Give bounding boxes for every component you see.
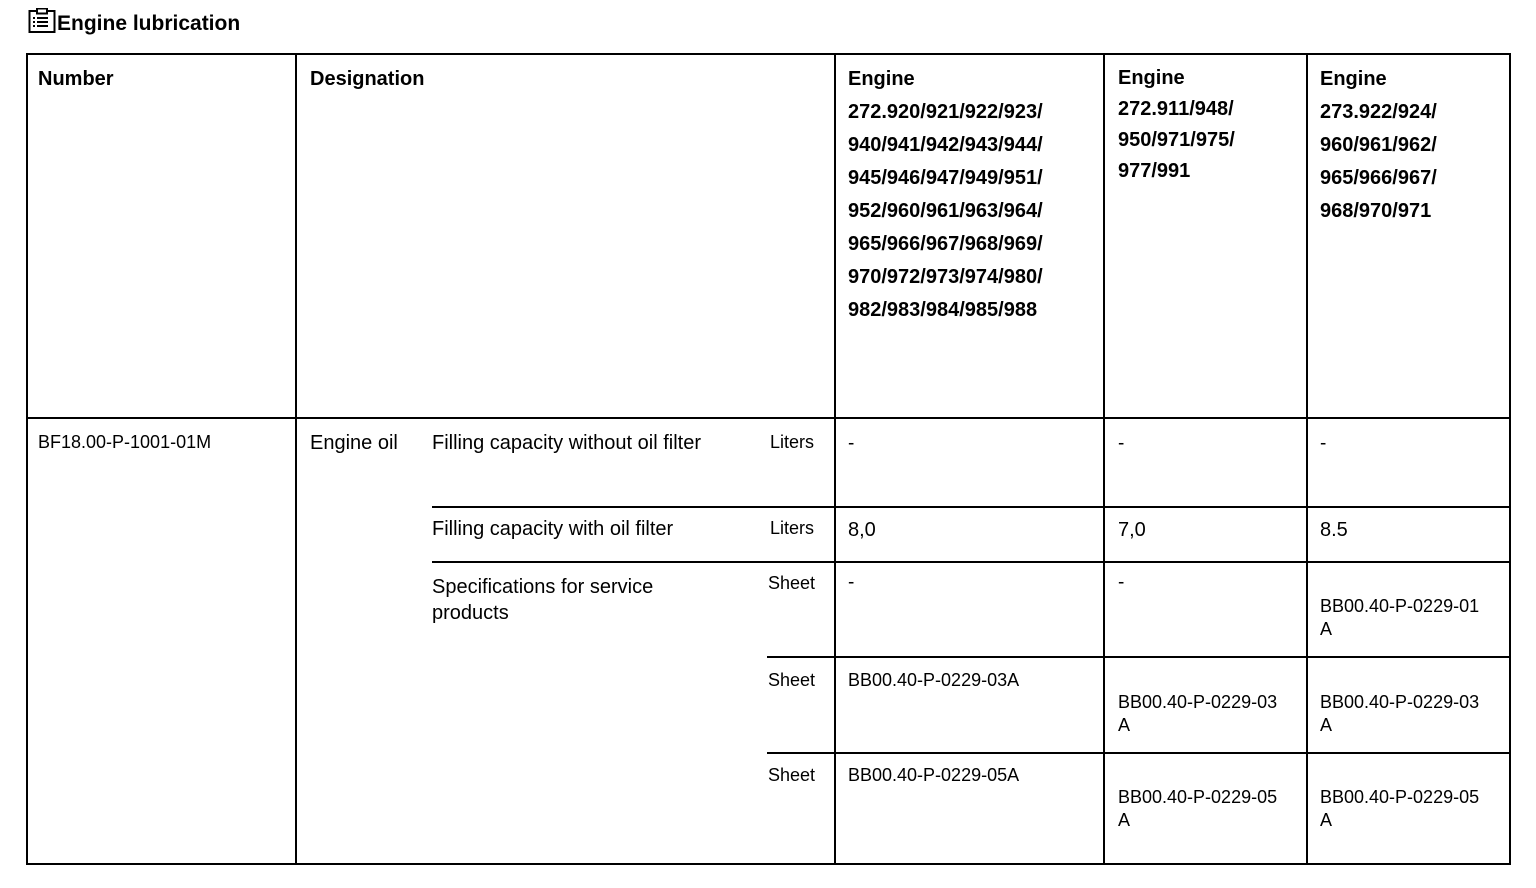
row-value-col3: 8.5 bbox=[1320, 519, 1348, 541]
group-label: Engine oil bbox=[310, 432, 398, 454]
column-divider bbox=[834, 53, 836, 865]
column-divider bbox=[1306, 53, 1308, 865]
row-value-col1: BB00.40-P-0229-05A bbox=[848, 765, 1020, 785]
document-number: BF18.00-P-1001-01M bbox=[38, 432, 212, 452]
header-engine-col3: Engine 273.922/924/ 960/961/962/ 965/966/967/ 968/970/971 bbox=[1320, 68, 1437, 222]
document-list-icon bbox=[28, 8, 56, 34]
row-value-col2: - bbox=[1118, 572, 1125, 593]
row-label: Filling capacity without oil filter bbox=[432, 432, 701, 454]
header-divider bbox=[26, 417, 1511, 419]
row-unit: Liters bbox=[770, 432, 815, 452]
row-value-col2: 7,0 bbox=[1118, 519, 1146, 541]
row-value-col1: BB00.40-P-0229-03A bbox=[848, 670, 1020, 690]
row-value-col3: BB00.40-P-0229-05 A bbox=[1320, 787, 1480, 830]
row-unit: Sheet bbox=[768, 573, 816, 593]
row-value-col2: - bbox=[1118, 433, 1125, 454]
header-engine-col1: Engine 272.920/921/922/923/ 940/941/942/943/944/ 945/946/947/949/951/ 952/960/961/963/964/ 965/966/967/968/969/ 970/972/973/974/980/ 982/983/984/985/988 bbox=[848, 68, 1043, 321]
table-border-right bbox=[1509, 53, 1511, 865]
row-divider bbox=[432, 561, 1511, 563]
row-unit: Sheet bbox=[768, 670, 816, 690]
row-divider bbox=[767, 752, 1511, 754]
row-value-col3: BB00.40-P-0229-01 A bbox=[1320, 596, 1480, 639]
row-value-col2: BB00.40-P-0229-05 A bbox=[1118, 787, 1278, 830]
section-title: Engine lubrication bbox=[57, 12, 241, 35]
header-designation: Designation bbox=[310, 68, 425, 90]
row-label: Filling capacity with oil filter bbox=[432, 518, 674, 540]
row-unit: Liters bbox=[770, 518, 815, 538]
table-border-left bbox=[26, 53, 28, 865]
row-unit: Sheet bbox=[768, 765, 816, 785]
row-divider bbox=[767, 656, 1511, 658]
row-value-col3: - bbox=[1320, 433, 1327, 454]
row-value-col2: BB00.40-P-0229-03 A bbox=[1118, 692, 1278, 735]
column-divider bbox=[1103, 53, 1105, 865]
row-value-col1: - bbox=[848, 572, 855, 593]
table-border-bottom bbox=[26, 863, 1511, 865]
row-divider bbox=[432, 506, 1511, 508]
table-border-top bbox=[26, 53, 1511, 55]
row-label: Specifications for service products bbox=[432, 576, 654, 624]
row-value-col3: BB00.40-P-0229-03 A bbox=[1320, 692, 1480, 735]
row-value-col1: 8,0 bbox=[848, 519, 876, 541]
column-divider bbox=[295, 53, 297, 865]
header-number: Number bbox=[38, 68, 114, 90]
header-engine-col2: Engine 272.911/948/ 950/971/975/ 977/991 bbox=[1118, 67, 1235, 182]
row-value-col1: - bbox=[848, 433, 855, 454]
